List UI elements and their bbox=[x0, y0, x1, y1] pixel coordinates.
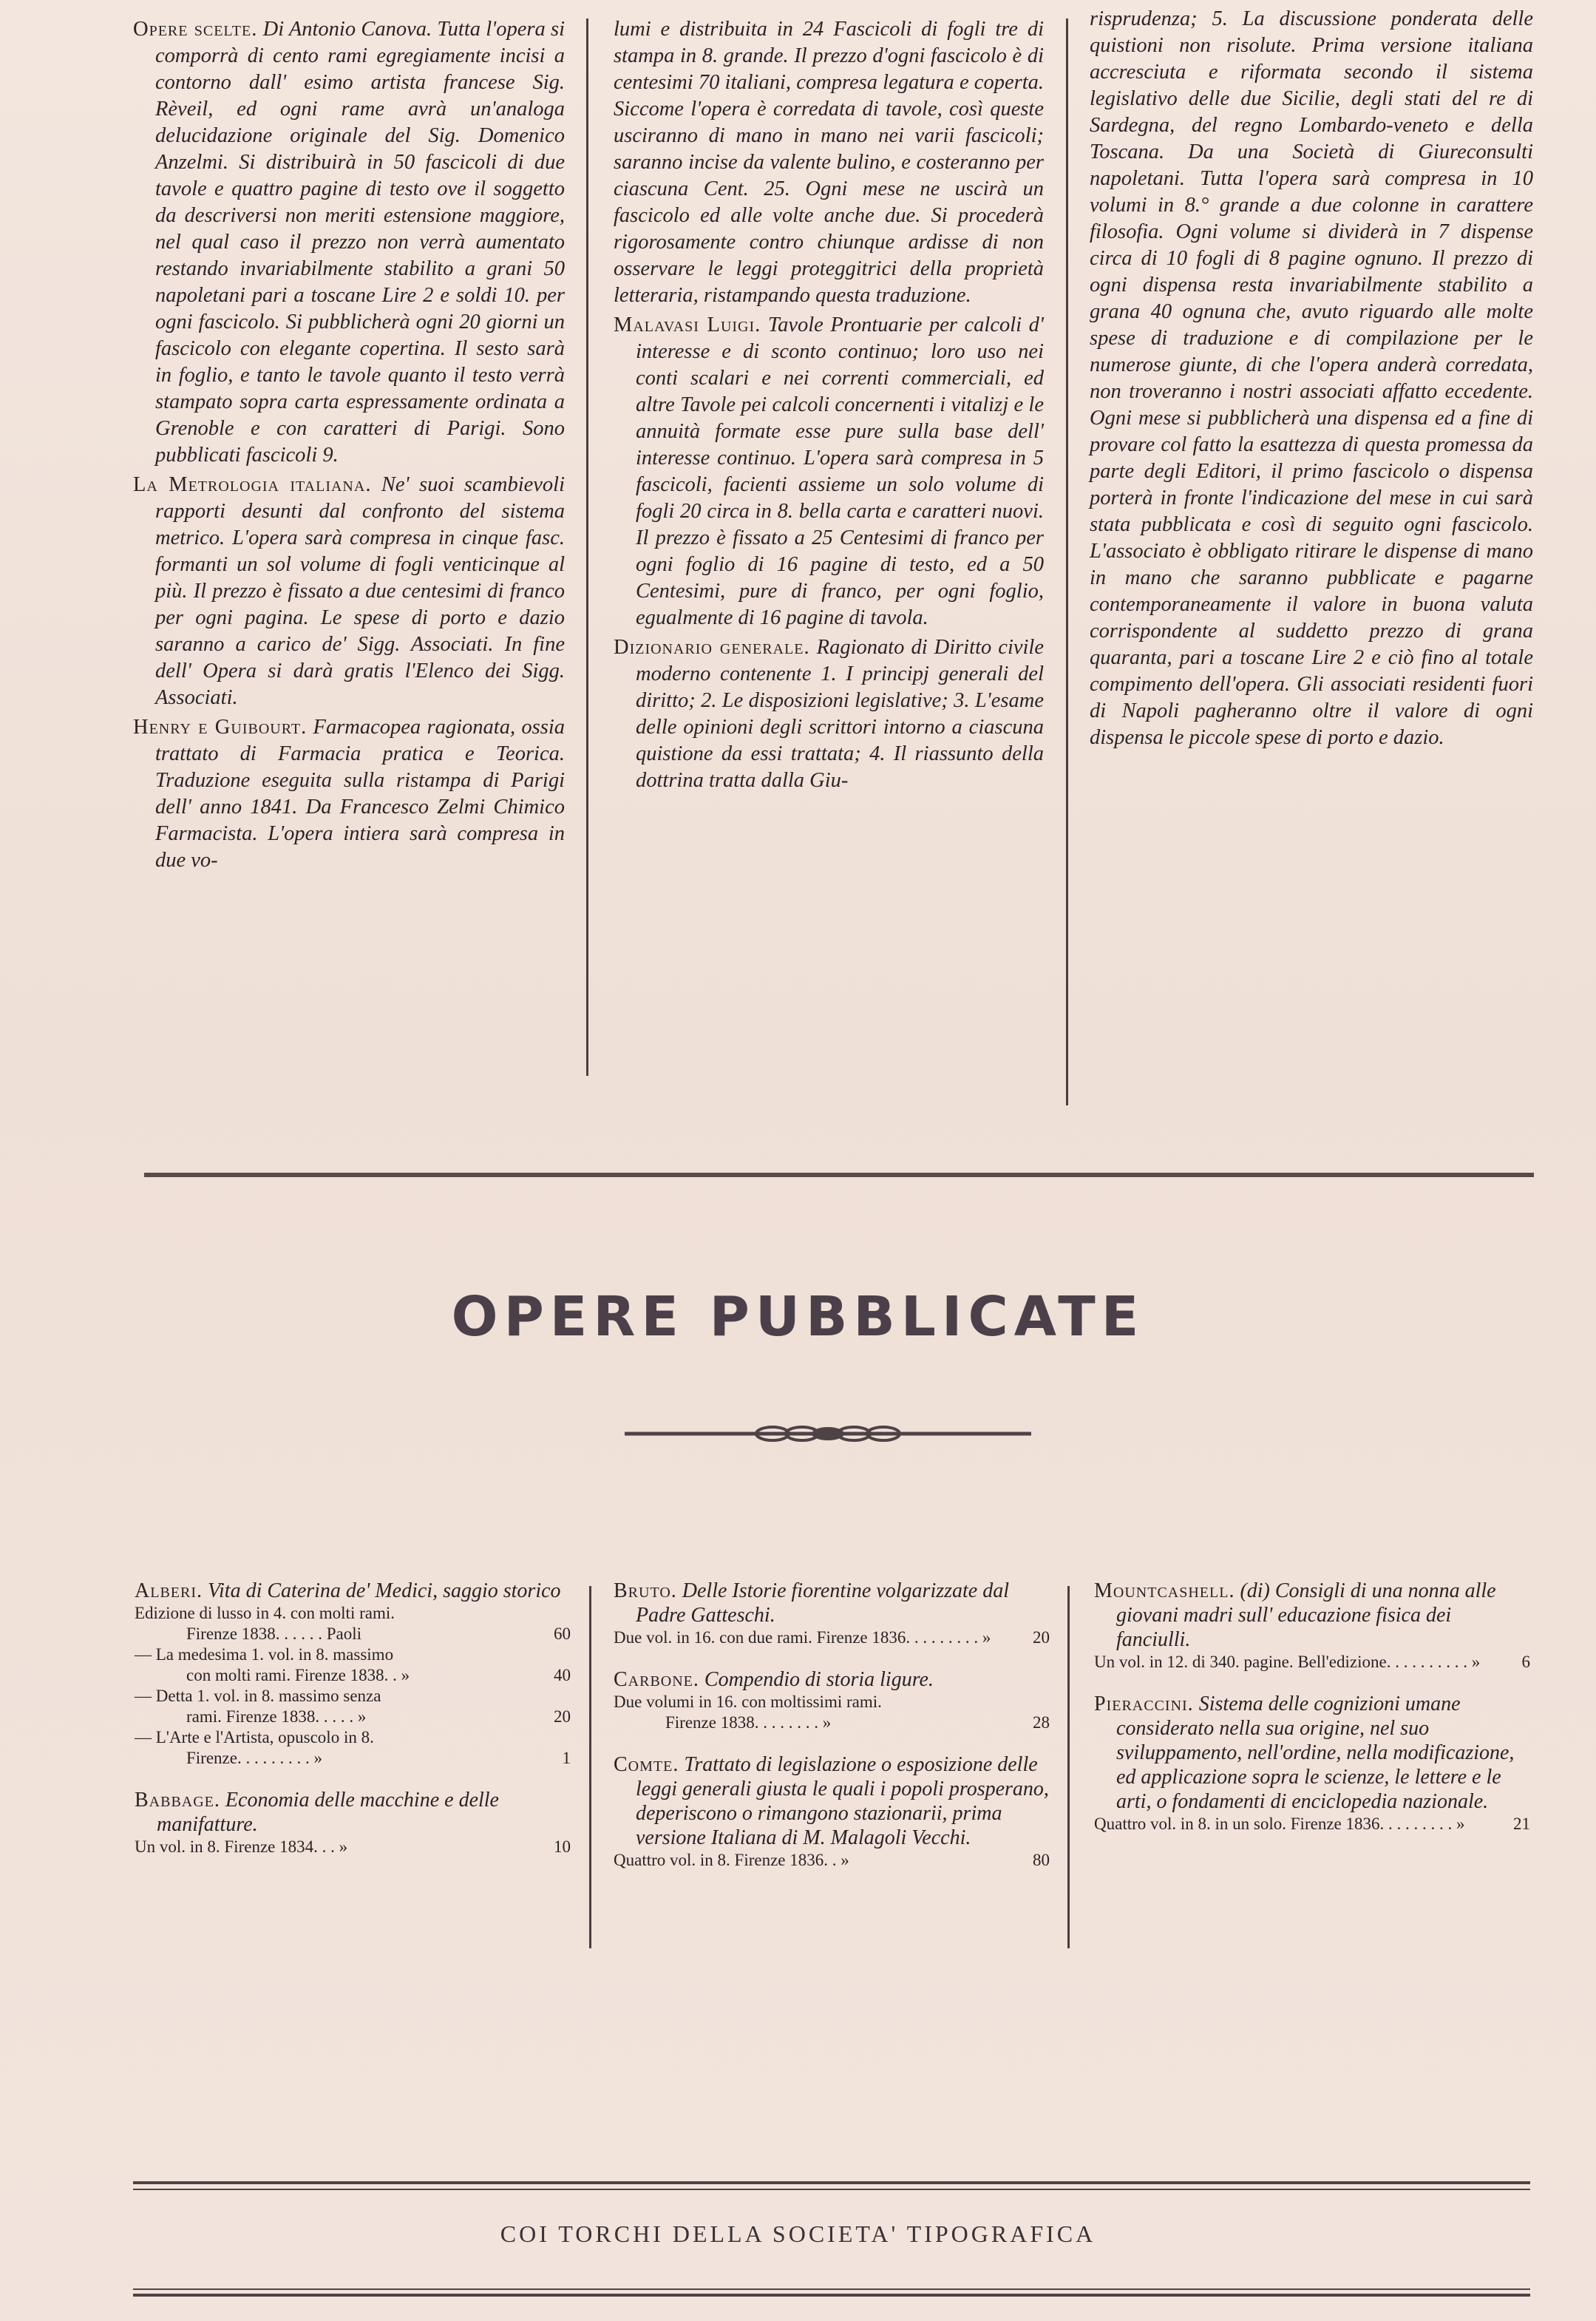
column-3 bbox=[1090, 6, 1533, 754]
notice-text: Di Antonio Canova. Tutta l'opera si comporrà di cento rami egregiamente incisi a contorno dall' esimo artista francese Sig. Rèveil, ed ogni rame avrà un'analoga delucidazione originale del Sig. Domenico Anzelmi. Si distribuirà in 50 fascicoli di due tavole e quattro pagine di testo ove il soggetto da descriversi non meriti estensione maggiore, nel qual caso il prezzo non verrà aumentato restando invariabilmente stabilito a grani 50 napoletani pari a toscane Lire 2 e soldi 10. per ogni fascicolo. Si pubblicherà ogni 20 giorni un fascicolo con elegante copertina. Il sesto sarà in foglio, e tanto le tavole quanto il testo verrà stampato sopra carta espressamente ordinata a Grenoble e con caratteri di Parigi. Sono pubblicati fascicoli 9. bbox=[155, 18, 565, 467]
price-value: 20 bbox=[554, 1707, 571, 1726]
book-author: Pieraccini. bbox=[1094, 1693, 1194, 1715]
price-desc: Due volumi in 16. con moltissimi rami. bbox=[614, 1693, 882, 1711]
footer-rule-bottom-thin bbox=[133, 2288, 1530, 2290]
column-divider bbox=[586, 18, 588, 1076]
price-desc: Quattro vol. in 8. Firenze 1836. . » bbox=[614, 1851, 849, 1869]
book-author: Comte. bbox=[614, 1753, 679, 1776]
book-details bbox=[135, 1603, 571, 1769]
book-details bbox=[614, 1692, 1050, 1733]
price-value: 6 bbox=[1521, 1653, 1530, 1671]
price-value: 40 bbox=[554, 1666, 571, 1684]
price-value: 80 bbox=[1033, 1851, 1050, 1869]
book-title: Economia delle macchine e delle manifatture. bbox=[157, 1789, 499, 1836]
notice-head: Dizionario generale. bbox=[614, 636, 810, 659]
book-entry bbox=[1094, 1579, 1530, 1673]
notice-entry bbox=[614, 634, 1044, 794]
footer-rule-bottom bbox=[133, 2294, 1530, 2297]
book-entry bbox=[614, 1667, 1050, 1733]
book-title: Vita di Caterina de' Medici, saggio storico bbox=[208, 1579, 561, 1602]
book-details bbox=[135, 1837, 571, 1857]
price-desc: Firenze 1838. . . . . . Paoli bbox=[186, 1624, 361, 1643]
book-title-line bbox=[1094, 1692, 1530, 1814]
price-line bbox=[614, 1692, 1050, 1712]
price-line bbox=[135, 1837, 571, 1857]
price-line bbox=[135, 1686, 571, 1707]
notice-text: risprudenza; 5. La discussione ponderata delle quistioni non risolute. Prima versione italiana accresciuta e riformata secondo il sistema legislativo delle due Sicilie, degli stati del re di Sardegna, del regno Lombardo-veneto e della Toscana. Da una Società di Giureconsulti napoletani. Tutta l'opera sarà compresa in 10 volumi in 8.° grande a due colonne in carattere filosofia. Ogni volume si dividerà in 7 dispense circa di 10 fogli di 8 pagine ognuno. Il prezzo di ogni dispensa resta invariabilmente stabilito a grana 40 ognuna che, avuto riguardo alle molte spese di traduzione e di compilazione per le numerose giunte, di che l'opera anderà corredata, non troveranno i nostri associati affatto eccedente. Ogni mese si pubblicherà una dispensa ed a fine di provare col fatto la esattezza di questa promessa da parte degli Editori, il primo fascicolo o dispensa porterà in fronte l'indicazione del mese in cui sarà stata pubblicata e così di seguito ogni fascicolo. L'associato è obbligato ritirare le dispense di mano in mano che saranno pubblicate e pagarne contemporaneamente il valore in buona valuta corrispondente al suddetto prezzo di grana quaranta, pari a toscane Lire 2 e ciò fino al totale compimento dell'opera. Gli associati residenti fuori di Napoli pagheranno oltre il valore di ogni dispensa le piccole spese di porto e dazio. bbox=[1090, 7, 1533, 749]
book-title: Delle Istorie fiorentine volgarizzate dal Padre Gatteschi. bbox=[636, 1579, 1009, 1627]
notice-text: Ragionato di Diritto civile moderno contenente 1. I principj generali del diritto; 2. Le disposizioni legislative; 3. L'esame delle opinioni degli scrittori intorno a ciascuna quistione da essi trattata; 4. Il riassunto della dottrina tratta dalla Giu- bbox=[636, 636, 1045, 792]
book-title: (di) Consigli di una nonna alle giovani madri sull' educazione fisica dei fanciulli. bbox=[1116, 1579, 1496, 1651]
published-column-2 bbox=[614, 1579, 1050, 1890]
book-entry bbox=[1094, 1692, 1530, 1834]
price-line bbox=[1094, 1814, 1530, 1834]
price-desc: rami. Firenze 1838. . . . . » bbox=[186, 1707, 367, 1726]
book-title: Trattato di legislazione o esposizione delle leggi generali giusta le quali i popoli prosperano, deperiscono o rimangono stazionarii, prima versione Italiana di M. Malagoli Vecchi. bbox=[636, 1753, 1049, 1849]
column-2 bbox=[614, 16, 1044, 797]
book-title: Compendio di storia ligure. bbox=[704, 1668, 934, 1691]
book-title-line bbox=[614, 1579, 1050, 1627]
book-title-line bbox=[614, 1752, 1050, 1850]
price-line bbox=[135, 1748, 571, 1769]
price-line bbox=[1094, 1652, 1530, 1673]
column-divider bbox=[1067, 1586, 1070, 1948]
book-author: Babbage. bbox=[135, 1789, 220, 1812]
book-entry bbox=[135, 1579, 571, 1769]
price-desc: Due vol. in 16. con due rami. Firenze 1836. . . . . . . . . » bbox=[614, 1628, 991, 1647]
section-rule bbox=[144, 1173, 1534, 1177]
price-desc: — Detta 1. vol. in 8. massimo senza bbox=[135, 1687, 381, 1705]
book-title-line bbox=[1094, 1579, 1530, 1652]
price-desc: con molti rami. Firenze 1838. . » bbox=[186, 1666, 410, 1684]
book-author: Bruto. bbox=[614, 1579, 677, 1602]
notice-head: Malavasi Luigi. bbox=[614, 314, 761, 336]
column-divider bbox=[1066, 18, 1068, 1105]
book-details bbox=[1094, 1652, 1530, 1673]
price-line bbox=[135, 1644, 571, 1665]
price-line bbox=[135, 1665, 571, 1686]
section-title: OPERE PUBBLICATE bbox=[451, 1285, 1145, 1349]
notice-entry bbox=[133, 472, 565, 711]
book-author: Alberi. bbox=[135, 1579, 203, 1602]
price-desc: — L'Arte e l'Artista, opuscolo in 8. bbox=[135, 1728, 374, 1746]
price-desc: Quattro vol. in 8. in un solo. Firenze 1836. . . . . . . . . » bbox=[1094, 1815, 1465, 1833]
book-title-line bbox=[135, 1788, 571, 1837]
published-column-3 bbox=[1094, 1579, 1530, 1854]
notice-head: Opere scelte. bbox=[133, 18, 258, 41]
price-desc: Un vol. in 12. di 340. pagine. Bell'edizione. . . . . . . . . . » bbox=[1094, 1653, 1481, 1671]
price-value: 60 bbox=[554, 1624, 571, 1643]
price-value: 28 bbox=[1033, 1713, 1050, 1732]
footer-imprint: COI TORCHI DELLA SOCIETA' TIPOGRAFICA bbox=[500, 2220, 1096, 2247]
book-details bbox=[614, 1627, 1050, 1648]
column-divider bbox=[589, 1586, 591, 1948]
price-line bbox=[614, 1712, 1050, 1733]
book-title-line bbox=[614, 1667, 1050, 1692]
price-line bbox=[135, 1727, 571, 1748]
price-desc: — La medesima 1. vol. in 8. massimo bbox=[135, 1645, 394, 1664]
notice-text: Farmacopea ragionata, ossia trattato di Farmacia pratica e Teorica. Traduzione eseguita sulla ristampa di Parigi dell' anno 1841. Da Francesco Zelmi Chimico Farmacista. L'opera intiera sarà compresa in due vo- bbox=[155, 716, 565, 872]
price-line bbox=[135, 1707, 571, 1727]
notice-text: Tavole Prontuarie per calcoli d' interesse e di sconto continuo; loro uso nei conti scalari e nei correnti commerciali, ed altre Tavole pei calcoli concernenti i vitalizj e le annuità formate esse pure sulla base dell' interesse continuo. L'opera sarà compresa in 5 fascicoli, facienti assieme un solo volume di fogli 20 circa in 8. bella carta e caratteri nuovi. Il prezzo è fissato a 25 Centesimi di franco per ogni foglio di 16 pagine di testo, ed a 50 Centesimi, pure di franco, per ogni foglio, egualmente di 16 pagine di tavola. bbox=[636, 314, 1045, 629]
book-entry bbox=[614, 1752, 1050, 1871]
notice-head: Henry e Guibourt. bbox=[133, 716, 308, 739]
price-value: 10 bbox=[554, 1837, 571, 1856]
price-desc: Firenze. . . . . . . . . » bbox=[186, 1749, 322, 1767]
price-value: 1 bbox=[562, 1749, 571, 1767]
book-title: Sistema delle cognizioni umane considerato nella sua origine, nel suo sviluppamento, nell'ordine, nella modificazione, ed applicazione sopra le scienze, le lettere e le arti, o fondamenti di enciclopedia nazionale. bbox=[1116, 1693, 1515, 1813]
notice-head: La Metrologia italiana. bbox=[133, 473, 372, 496]
column-1 bbox=[133, 16, 565, 877]
book-author: Mountcashell. bbox=[1094, 1579, 1235, 1602]
price-value: 21 bbox=[1513, 1815, 1530, 1833]
notice-text: Ne' suoi scambievoli rapporti desunti dal confronto del sistema metrico. L'opera sarà compresa in cinque fasc. formanti un sol volume di fogli venticinque al più. Il prezzo è fissato a due centesimi di franco per ogni pagina. Le spese di porto e dazio saranno a carico de' Sigg. Associati. In fine dell' Opera si darà gratis l'Elenco dei Sigg. Associati. bbox=[155, 473, 566, 709]
ornament-icon bbox=[625, 1425, 1031, 1443]
notice-entry bbox=[133, 16, 565, 469]
published-column-1 bbox=[135, 1579, 571, 1877]
price-desc: Un vol. in 8. Firenze 1834. . . » bbox=[135, 1837, 348, 1856]
book-title-line bbox=[135, 1579, 571, 1603]
book-details bbox=[1094, 1814, 1530, 1834]
footer-rule-top bbox=[133, 2181, 1530, 2184]
notice-entry bbox=[133, 714, 565, 874]
notice-text: lumi e distribuita in 24 Fascicoli di fogli tre di stampa in 8. grande. Il prezzo d'ogni fascicolo è di centesimi 70 italiani, compresa legatura e coperta. Siccome l'opera è corredata di tavole, così queste usciranno di mano in mano nei varii fascicoli; saranno incise da valente bulino, e costeranno per ciascuna Cent. 25. Ogni mese ne uscirà un fascicolo ed alle volte anche due. Si procederà rigorosamente contro chiunque ardisse di non osservare le leggi proteggitrici della proprietà letteraria, ristampando questa traduzione. bbox=[614, 18, 1044, 307]
book-author: Carbone. bbox=[614, 1668, 699, 1691]
price-desc: Edizione di lusso in 4. con molti rami. bbox=[135, 1604, 395, 1622]
book-entry bbox=[614, 1579, 1050, 1648]
price-line bbox=[614, 1850, 1050, 1871]
price-line bbox=[135, 1624, 571, 1644]
price-desc: Firenze 1838. . . . . . . . » bbox=[665, 1713, 832, 1732]
footer-rule-top-thin bbox=[133, 2189, 1530, 2190]
notice-entry bbox=[614, 16, 1044, 309]
book-details bbox=[614, 1850, 1050, 1871]
book-entry bbox=[135, 1788, 571, 1857]
notice-entry bbox=[1090, 6, 1533, 751]
notice-entry bbox=[614, 312, 1044, 631]
price-line bbox=[614, 1627, 1050, 1648]
price-line bbox=[135, 1603, 571, 1624]
price-value: 20 bbox=[1033, 1628, 1050, 1647]
